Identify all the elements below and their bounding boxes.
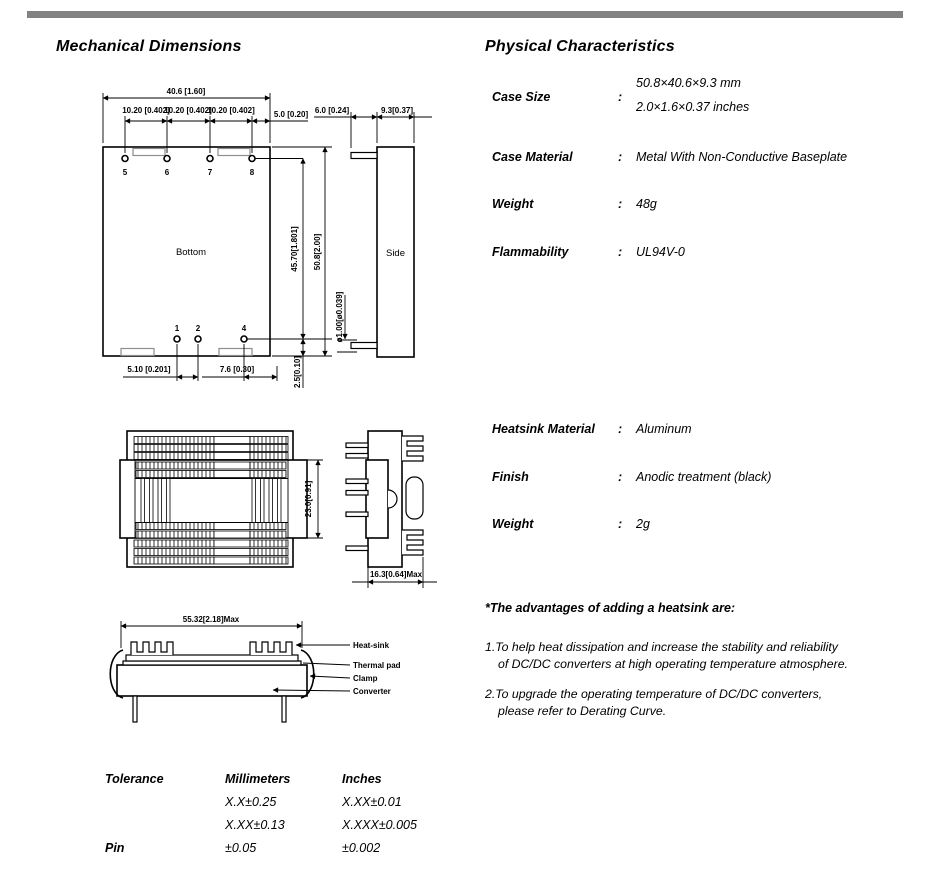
spec-value: Anodic treatment (black)	[636, 470, 772, 484]
spec-row-weight	[492, 197, 657, 211]
dim-assembly-overall: 55.32[2.18]Max	[182, 615, 240, 624]
callout-thermal-pad: Thermal pad	[353, 661, 401, 670]
spec-label: Case Material	[492, 150, 573, 164]
callout-converter: Converter	[353, 687, 391, 696]
heatsink-fins-bottom	[134, 540, 288, 564]
spec-colon: :	[618, 517, 623, 531]
fin-comb-bottom	[402, 530, 423, 555]
advantage-2-line-2: please refer to Derating Curve.	[498, 704, 667, 718]
dim-pin-row-offset: 2.5[0.10]	[293, 355, 302, 389]
tolerance-mm-value: X.X±0.25	[225, 795, 277, 809]
advantage-2-line-1: 2.To upgrade the operating temperature of DC/DC converters,	[485, 687, 823, 701]
pin-row-label: Pin	[105, 841, 125, 855]
advantage-1	[485, 639, 848, 673]
mechanical-dimensions-title: Mechanical Dimensions	[56, 38, 242, 55]
spec-value: Aluminum	[636, 422, 692, 436]
tolerance-row-name	[105, 795, 225, 818]
dim-overall-width: 40.6 [1.60]	[166, 87, 206, 96]
tolerance-table	[105, 772, 492, 864]
spec-value: Metal With Non-Conductive Baseplate	[636, 150, 848, 164]
spec-label: Finish	[492, 470, 529, 484]
dim-pin-pitch-2: 10.20 [0.402]	[164, 106, 212, 115]
spec-colon: :	[618, 470, 623, 484]
spec-colon: :	[618, 197, 623, 211]
clamp-spring-bulge	[388, 490, 397, 508]
converter-end-profile	[406, 477, 423, 519]
bottom-view-label: Bottom	[175, 247, 207, 258]
spec-row-case-size	[492, 78, 749, 119]
converter-body	[117, 665, 307, 696]
pin-8-label: 8	[249, 168, 255, 177]
dim-pin4-offset: 7.6 [0.30]	[219, 365, 255, 374]
dim-flange: 6.0 [0.24]	[314, 106, 350, 115]
dim-pin-pitch-3: 10.20 [0.402]	[207, 106, 255, 115]
pin-7-label: 7	[207, 168, 213, 177]
spec-colon: :	[618, 150, 623, 164]
tolerance-in-value: X.XX±0.01	[342, 795, 402, 809]
clamp-side-profile	[366, 460, 388, 538]
dim-edge-to-pin: 5.0 [0.20]	[273, 110, 309, 119]
millimeters-header: Millimeters	[225, 772, 291, 786]
spec-colon: :	[618, 245, 623, 259]
heatsink-fins-top	[134, 437, 288, 460]
spec-row-heatsink-weight	[492, 517, 650, 531]
dim-pin-pitch-1: 10.20 [0.402]	[122, 106, 170, 115]
dim-pin-diameter: ø1.00[ø0.039]	[335, 291, 344, 343]
pin-2-label: 2	[195, 324, 201, 333]
heatsink-base	[126, 655, 298, 661]
pin-in-value: ±0.002	[342, 841, 381, 855]
dim-thickness: 9.3[0.37]	[380, 106, 414, 115]
tolerance-mm-value: X.XX±0.13	[225, 818, 285, 832]
tolerance-row-name	[105, 818, 225, 841]
pin-4-label: 4	[241, 324, 247, 333]
tolerance-in-value: X.XXX±0.005	[342, 818, 417, 832]
pin-6-label: 6	[164, 168, 170, 177]
case-size-mm: 50.8×40.6×9.3 mm	[636, 76, 741, 90]
advantage-1-line-1: 1.To help heat dissipation and increase the stability and reliability	[485, 640, 838, 654]
assembly-fins-left	[131, 642, 173, 655]
assembly-fins-right	[250, 642, 292, 655]
spec-row-flammability	[492, 245, 685, 259]
pin-5-label: 5	[122, 168, 128, 177]
fin-comb-top	[402, 436, 423, 461]
tolerance-header: Tolerance	[105, 772, 164, 786]
dim-heatsink-width: 23.0[0.91]	[304, 480, 313, 518]
pin-1-label: 1	[174, 324, 180, 333]
bottom-view-drawing	[103, 87, 332, 388]
spec-label: Weight	[492, 517, 534, 531]
heatsink-side-view-drawing	[346, 431, 437, 588]
callout-heatsink: Heat-sink	[353, 641, 390, 650]
inches-header: Inches	[342, 772, 382, 786]
dim-pin1-pin2: 5.10 [0.201]	[127, 365, 171, 374]
spec-label: Weight	[492, 197, 534, 211]
spec-row-case-material	[492, 150, 847, 164]
case-size-inches: 2.0×1.6×0.37 inches	[636, 99, 750, 114]
spec-value: UL94V-0	[636, 245, 685, 259]
assembly-pin-left	[133, 696, 137, 722]
advantages-heading: *The advantages of adding a heatsink are:	[485, 601, 736, 615]
side-view-label: Side	[385, 248, 406, 259]
spec-colon: :	[618, 90, 623, 104]
side-pins	[346, 443, 368, 551]
assembly-drawing	[110, 615, 400, 722]
side-view-drawing	[314, 106, 432, 357]
heatsink-top-view-drawing	[120, 431, 323, 567]
advantage-2	[485, 686, 822, 720]
spec-row-finish	[492, 470, 771, 484]
spec-value: 48g	[636, 197, 657, 211]
spec-label: Case Size	[492, 90, 551, 104]
physical-characteristics-title: Physical Characteristics	[485, 38, 675, 55]
spec-label: Flammability	[492, 245, 569, 259]
dim-heatsink-depth: 16.3[0.64]Max	[369, 570, 423, 579]
spec-row-heatsink-material	[492, 422, 692, 436]
spec-label: Heatsink Material	[492, 422, 595, 436]
dim-overall-height: 50.8[2.00]	[313, 233, 322, 271]
spec-value: 2g	[636, 517, 650, 531]
spec-colon: :	[618, 422, 623, 436]
spec-value	[636, 72, 749, 119]
advantage-1-line-2: of DC/DC converters at high operating temperature atmosphere.	[498, 657, 848, 671]
dim-inner-height: 45.70[1.801]	[290, 226, 299, 272]
callout-clamp: Clamp	[353, 674, 378, 683]
assembly-pin-right	[282, 696, 286, 722]
pin-mm-value: ±0.05	[225, 841, 257, 855]
mechanical-drawings	[0, 0, 470, 745]
